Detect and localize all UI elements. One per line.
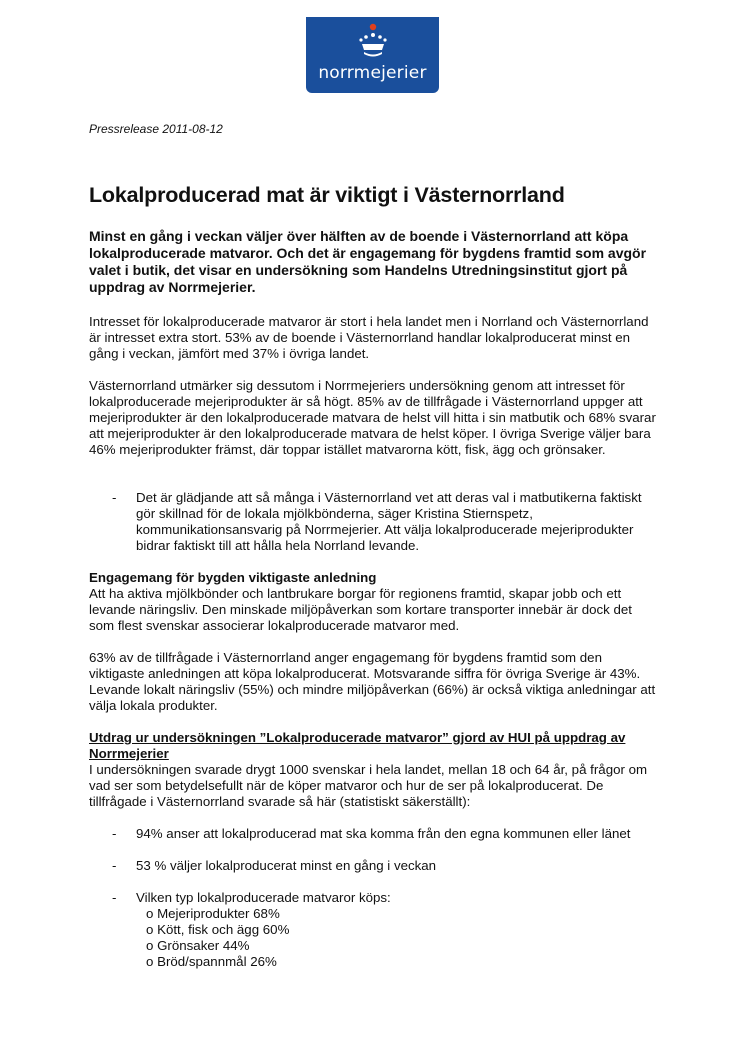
logo-text: norrmejerier: [318, 63, 427, 83]
paragraph-vasternorrland: Västernorrland utmärker sig dessutom i Norrmejeriers undersökning genom att intresset för lokalproducerade mejeriprodukter är så högt. 85% av de tillfrågade i Västernorrland uppger att mejeriprodukter är den lokalproducerade matvara de helst vill hitta i sin matbutik och 68% svarar att mejeriprodukter är den lokalproducerade matvara de helst köper. I övriga Sverige väljer bara 46% mejeriprodukter främst, där toppar istället matvarorna kött, fisk, ägg och grönsaker.: [89, 378, 656, 457]
paragraph-engagemang: Att ha aktiva mjölkbönder och lantbrukare borgar för regionens framtid, skapar jobb och ett levande näringsliv. Den minskade miljöpåverkan som kortare transporter innebär är dock det som flest svenskar associerar lokalproducerade matvaror med.: [89, 586, 632, 633]
paragraph-statistics: 63% av de tillfrågade i Västernorrland anger engagemang för bygdens framtid som den viktigaste anledningen att köpa lokalproducerat. Motsvarande siffra för övriga Sverige är 43%. Levande lokalt näringsliv (55%) och mindre miljöpåverkan (66%) är också viktiga anledningar att välja lokala produkter.: [89, 650, 656, 713]
sub-bullet-item: o Kött, fisk och ägg 60%: [146, 922, 290, 937]
crown-icon: [358, 23, 388, 61]
bullet-item: 53 % väljer lokalproducerat minst en gång i veckan: [136, 858, 437, 873]
norrmejerier-logo: [306, 17, 439, 93]
bullet-item: Vilken typ lokalproducerade matvaror köps:: [136, 890, 391, 905]
sub-bullet-item: o Mejeriprodukter 68%: [146, 906, 280, 921]
section-heading-utdrag: Utdrag ur undersökningen ”Lokalproducerade matvaror” gjord av HUI på uppdrag av Norrmejerier: [89, 730, 626, 761]
paragraph-survey: I undersökningen svarade drygt 1000 svenskar i hela landet, mellan 18 och 64 år, på frågor om vad ser som betydelsefullt när de köper matvaror och hur de ser på lokalproducerat. De tillfrågade i Västernorrland svarade så här (statistiskt säkerställt):: [89, 762, 648, 809]
bullet-dash: -: [112, 890, 117, 905]
lead-paragraph: Minst en gång i veckan väljer över hälften av de boende i Västernorrland att köpa lokalproducerade matvaror. Och det är engagemang för bygdens framtid som avgör valet i butik, det visar en undersökning som Handelns Utredningsinstitut gjort på uppdrag av Norrmejerier.: [89, 228, 647, 295]
bullet-item: 94% anser att lokalproducerad mat ska komma från den egna kommunen eller länet: [136, 826, 631, 841]
press-release-date: Pressrelease 2011-08-12: [89, 122, 223, 136]
sub-bullet-item: o Grönsaker 44%: [146, 938, 250, 953]
page-title: Lokalproducerad mat är viktigt i Västernorrland: [89, 183, 565, 207]
quote-dash: -: [112, 490, 117, 505]
sub-bullet-list: [146, 906, 289, 970]
bullet-dash: -: [112, 858, 117, 873]
paragraph-intro: Intresset för lokalproducerade matvaror är stort i hela landet men i Norrland och Västernorrland är intresset extra stort. 53% av de boende i Västernorrland handlar lokalproducerat minst en gång i veckan, jämfört med 37% i övriga landet.: [89, 314, 649, 361]
quote-paragraph: Det är glädjande att så många i Västernorrland vet att deras val i matbutikerna faktiskt gör skillnad för de lokala mjölkbönderna, säger Kristina Stiernspetz, kommunikationsansvarig på Norrmejerier. Att välja lokalproducerade mejeriprodukter bidrar faktiskt till att hålla hela Norrland levande.: [136, 490, 642, 553]
bullet-dash: -: [112, 826, 117, 841]
sub-bullet-item: o Bröd/spannmål 26%: [146, 954, 277, 969]
section-heading-engagemang: Engagemang för bygden viktigaste anledning: [89, 570, 377, 585]
